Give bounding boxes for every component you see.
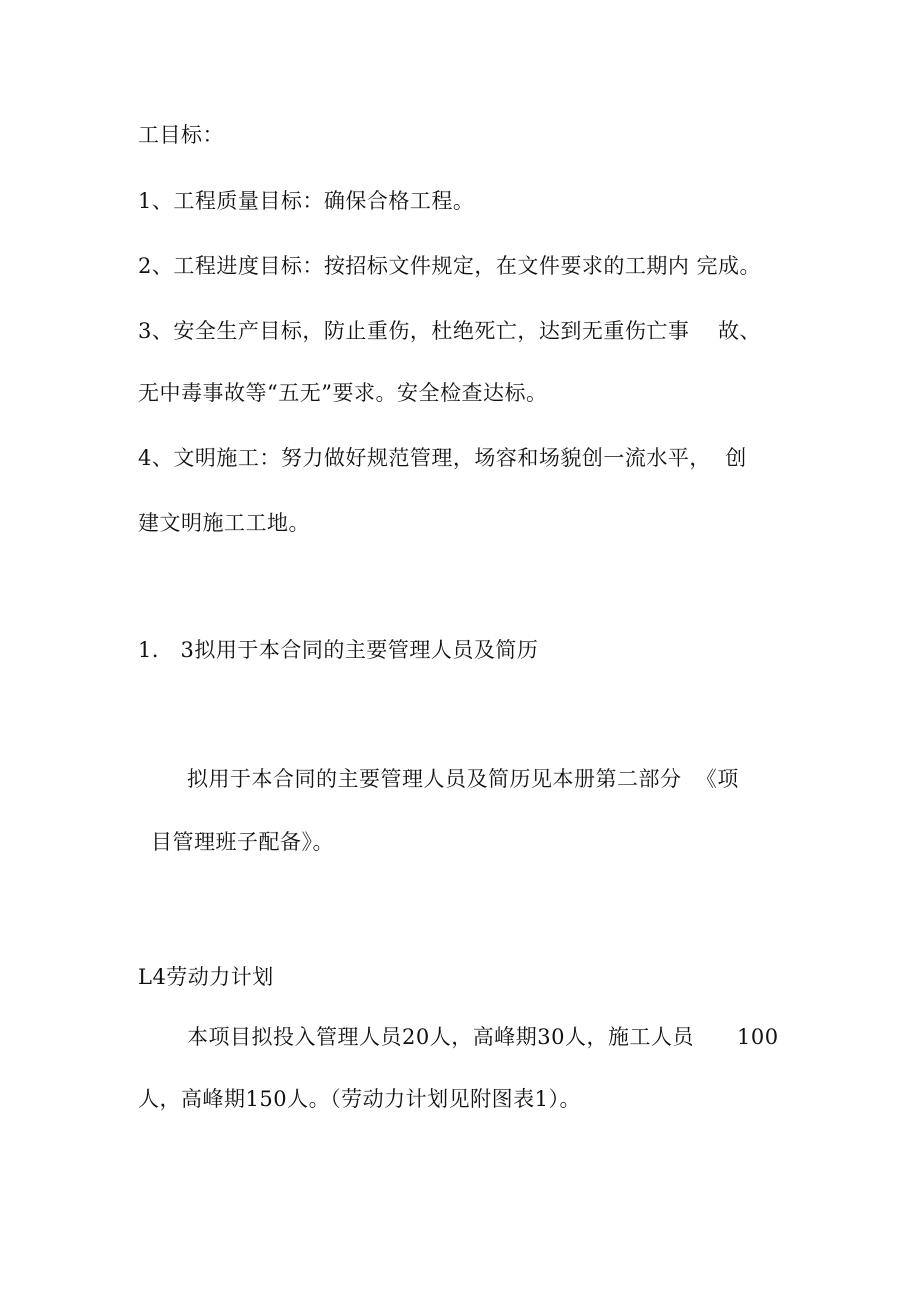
section-1-3-paragraph-line1: 拟用于本合同的主要管理人员及简历见本册第二部分 《项 <box>187 767 739 791</box>
section-1-4-paragraph-line2: 人，高峰期150人。（劳动力计划见附图表1）。 <box>138 1087 581 1111</box>
goal-item-civilized: 4、文明施工：努力做好规范管理，场容和场貌创一流水平， 创 <box>138 446 747 470</box>
goal-item-safety-cont: 无中毒事故等“五无”要求。安全检查达标。 <box>138 381 548 405</box>
section-1-4-heading: L4劳动力计划 <box>138 965 274 989</box>
section-1-4-paragraph-line1: 本项目拟投入管理人员20人，高峰期30人，施工人员 100 <box>187 1025 779 1049</box>
goal-item-civilized-cont: 建文明施工工地。 <box>138 511 310 535</box>
goal-item-safety: 3、安全生产目标，防止重伤，杜绝死亡，达到无重伤亡事 故、 <box>138 319 762 343</box>
section-1-3-paragraph-line2: 目管理班子配备》。 <box>151 830 334 854</box>
goals-heading: 工目标： <box>138 123 224 147</box>
section-1-3-heading: 1． 3拟用于本合同的主要管理人员及简历 <box>138 638 539 662</box>
goal-item-schedule: 2、工程进度目标：按招标文件规定，在文件要求的工期内 完成。 <box>138 254 762 278</box>
goal-item-quality: 1、工程质量目标：确保合格工程。 <box>138 189 475 213</box>
